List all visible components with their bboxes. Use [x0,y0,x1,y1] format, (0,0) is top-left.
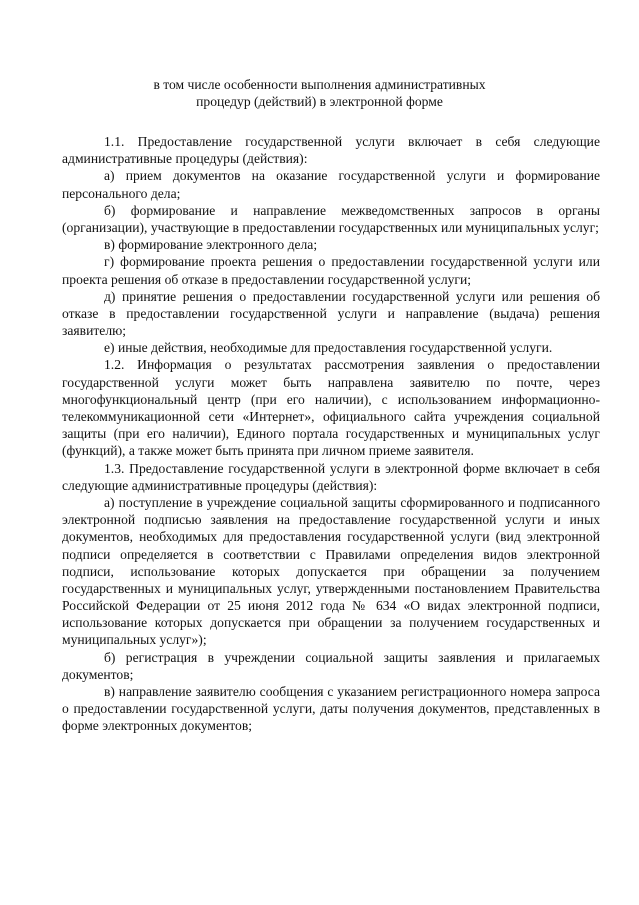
paragraph-1-3-b: б) регистрация в учреждении социальной защиты заявления и прилагаемых документов; [62,649,600,682]
paragraph-1-1: 1.1. Предоставление государственной услуги включает в себя следующие административные процедуры (действия): [62,134,600,167]
paragraph-1-1-d: д) принятие решения о предоставлении государственной услуги или решения об отказе в предоставлении государственной услуги и направление (выдача) решения заявителю; [62,288,600,339]
paragraph-1-1-g: г) формирование проекта решения о предоставлении государственной услуги или проекта решения об отказе в предоставлении государственной услуги; [62,254,600,287]
document-heading [60,76,579,110]
paragraph-1-2: 1.2. Информация о результатах рассмотрения заявления о предоставлении государственной услуги может быть направлена заявителю по почте, через многофункциональный центр (при его наличии), с использованием информационно-телекоммуникационной сети «Интернет», официального сайта учреждения социальной защиты (при его наличии), Единого портала государственных и муниципальных услуг (функций), а также может быть принята при личном приеме заявителя. [62,357,600,459]
heading-line-2: процедур (действий) в электронной форме [196,94,443,109]
paragraph-1-1-b: б) формирование и направление межведомственных запросов в органы (организации), участвующие в предоставлении государственных или муниципальных услуг; [62,202,600,235]
paragraph-1-3-a: а) поступление в учреждение социальной защиты сформированного и подписанного электронной подписью заявления на предоставление государственной услуги и иных документов, необходимых для предоставления государственной услуги (вид электронной подписи определяется в соответствии с Правилами определения видов электронной подписи, использование которых допускается при обращении за получением государственных и муниципальных услуг, утвержденными постановлением Правительства Российской Федерации от 25 июня 2012 года № 634 «О видах электронной подписи, использование которых допускается при обращении за получением государственных и муниципальных услуг»); [62,494,600,648]
paragraph-1-1-a: а) прием документов на оказание государственной услуги и формирование персонального дела; [62,168,600,201]
document-body [62,133,600,735]
heading-line-1: в том числе особенности выполнения административных [153,77,486,92]
paragraph-1-1-e: е) иные действия, необходимые для предоставления государственной услуги. [104,340,553,356]
paragraph-1-1-v: в) формирование электронного дела; [104,237,318,253]
paragraph-1-3-v: в) направление заявителю сообщения с указанием регистрационного номера запроса о предоставлении государственной услуги, даты получения документов, представленных в форме электронных документов; [62,684,600,734]
paragraph-1-3: 1.3. Предоставление государственной услуги в электронной форме включает в себя следующие административные процедуры (действия): [62,460,600,493]
